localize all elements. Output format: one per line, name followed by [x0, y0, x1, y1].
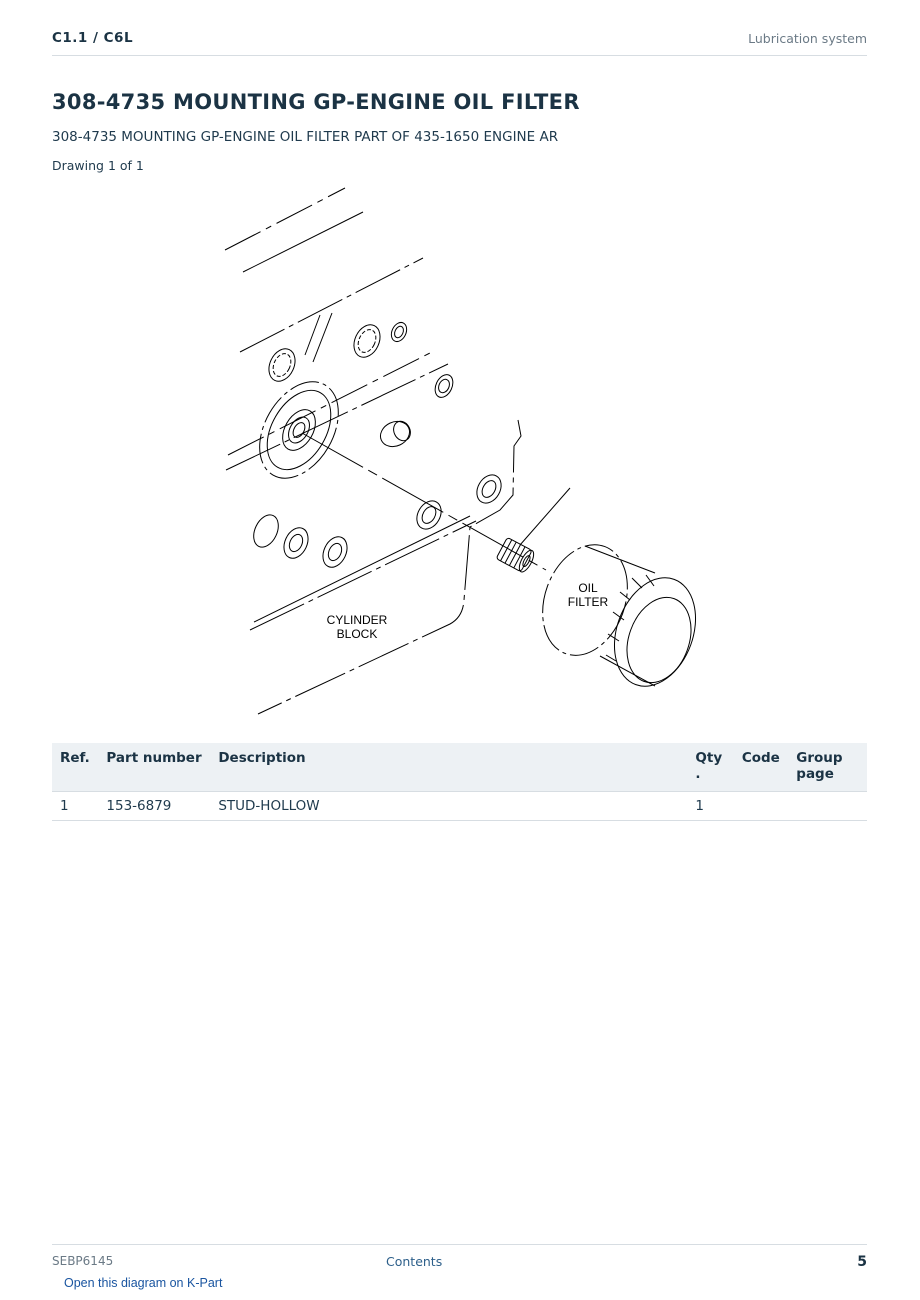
diagram-edge-line [225, 188, 345, 250]
table-header-row [52, 743, 867, 792]
group-header-line1: Group [796, 750, 843, 766]
page-number: 5 [857, 1254, 867, 1270]
column-header-code: Code [734, 743, 788, 792]
bolt-hole [270, 351, 295, 380]
block-outline [258, 420, 521, 714]
leader-line [520, 488, 570, 545]
section-breadcrumb: C1.1 / C6L [52, 30, 134, 46]
bolt-hole [437, 378, 452, 395]
cell-code [734, 792, 788, 821]
cylinder-block-label: CYLINDER [326, 613, 388, 627]
table-row [52, 792, 867, 821]
bolt-hole [419, 504, 438, 526]
oil-filter [528, 533, 710, 698]
qty-header-line1: Qty [695, 750, 723, 766]
mounting-boss [254, 379, 344, 480]
column-header-qty [687, 743, 733, 792]
page-subtitle: 308-4735 MOUNTING GP-ENGINE OIL FILTER PART OF 435-1650 ENGINE AR [52, 129, 559, 145]
drawing-count: Drawing 1 of 1 [52, 158, 144, 173]
group-header-line2: page [796, 766, 834, 782]
diagram-edge-line [313, 313, 332, 362]
bolt-hole [264, 345, 300, 386]
bolt-hole [393, 325, 405, 339]
diagram-edge-line [228, 353, 430, 455]
diagram-edge-line [250, 521, 476, 630]
qty-header-line2: . [695, 766, 701, 782]
block-slot [391, 419, 414, 444]
bolt-hole [279, 524, 312, 562]
column-header-description: Description [210, 743, 687, 792]
bolt-hole [412, 497, 446, 534]
page-header [52, 28, 867, 56]
column-header-group-page [788, 743, 867, 792]
bolt-hole [326, 541, 344, 562]
cell-group-page [788, 792, 867, 821]
diagram-edge-line [243, 212, 363, 272]
contents-link[interactable]: Contents [386, 1254, 443, 1269]
mounting-boss [244, 368, 355, 492]
oil-filter-label: OIL [578, 581, 598, 595]
diagram-edge-line [305, 315, 320, 355]
cylinder-block-label: BLOCK [336, 627, 378, 641]
bolt-hole [432, 372, 457, 401]
cell-ref: 1 [52, 792, 98, 821]
document-id: SEBP6145 [52, 1254, 114, 1268]
bolt-hole [318, 533, 351, 571]
bolt-hole [287, 532, 305, 553]
column-header-part-number: Part number [98, 743, 210, 792]
mounting-boss [291, 421, 308, 440]
parts-table [52, 743, 867, 821]
diagram-edge-line [240, 258, 423, 352]
bolt-hole [349, 321, 385, 362]
diagram-edge-line [254, 516, 470, 622]
bolt-hole [479, 478, 498, 500]
mounting-boss [284, 413, 314, 446]
diagram-edge-line [226, 364, 448, 470]
mounting-boss [276, 404, 322, 456]
block-slot [376, 417, 413, 451]
category-label: Lubrication system [748, 31, 867, 46]
page-title: 308-4735 MOUNTING GP-ENGINE OIL FILTER [52, 90, 580, 114]
oil-filter-label: FILTER [567, 595, 609, 609]
bolt-hole [388, 320, 409, 344]
stud-hollow [496, 537, 536, 574]
kpart-link[interactable]: Open this diagram on K-Part [64, 1276, 223, 1290]
cell-qty: 1 [687, 792, 733, 821]
assembly-axis-line [302, 433, 546, 570]
bolt-hole [472, 471, 506, 508]
bolt-hole [355, 327, 380, 356]
bolt-hole [249, 511, 283, 551]
cell-part-number: 153-6879 [98, 792, 210, 821]
cell-description: STUD-HOLLOW [210, 792, 687, 821]
page-footer [52, 1244, 867, 1275]
column-header-ref: Ref. [52, 743, 98, 792]
